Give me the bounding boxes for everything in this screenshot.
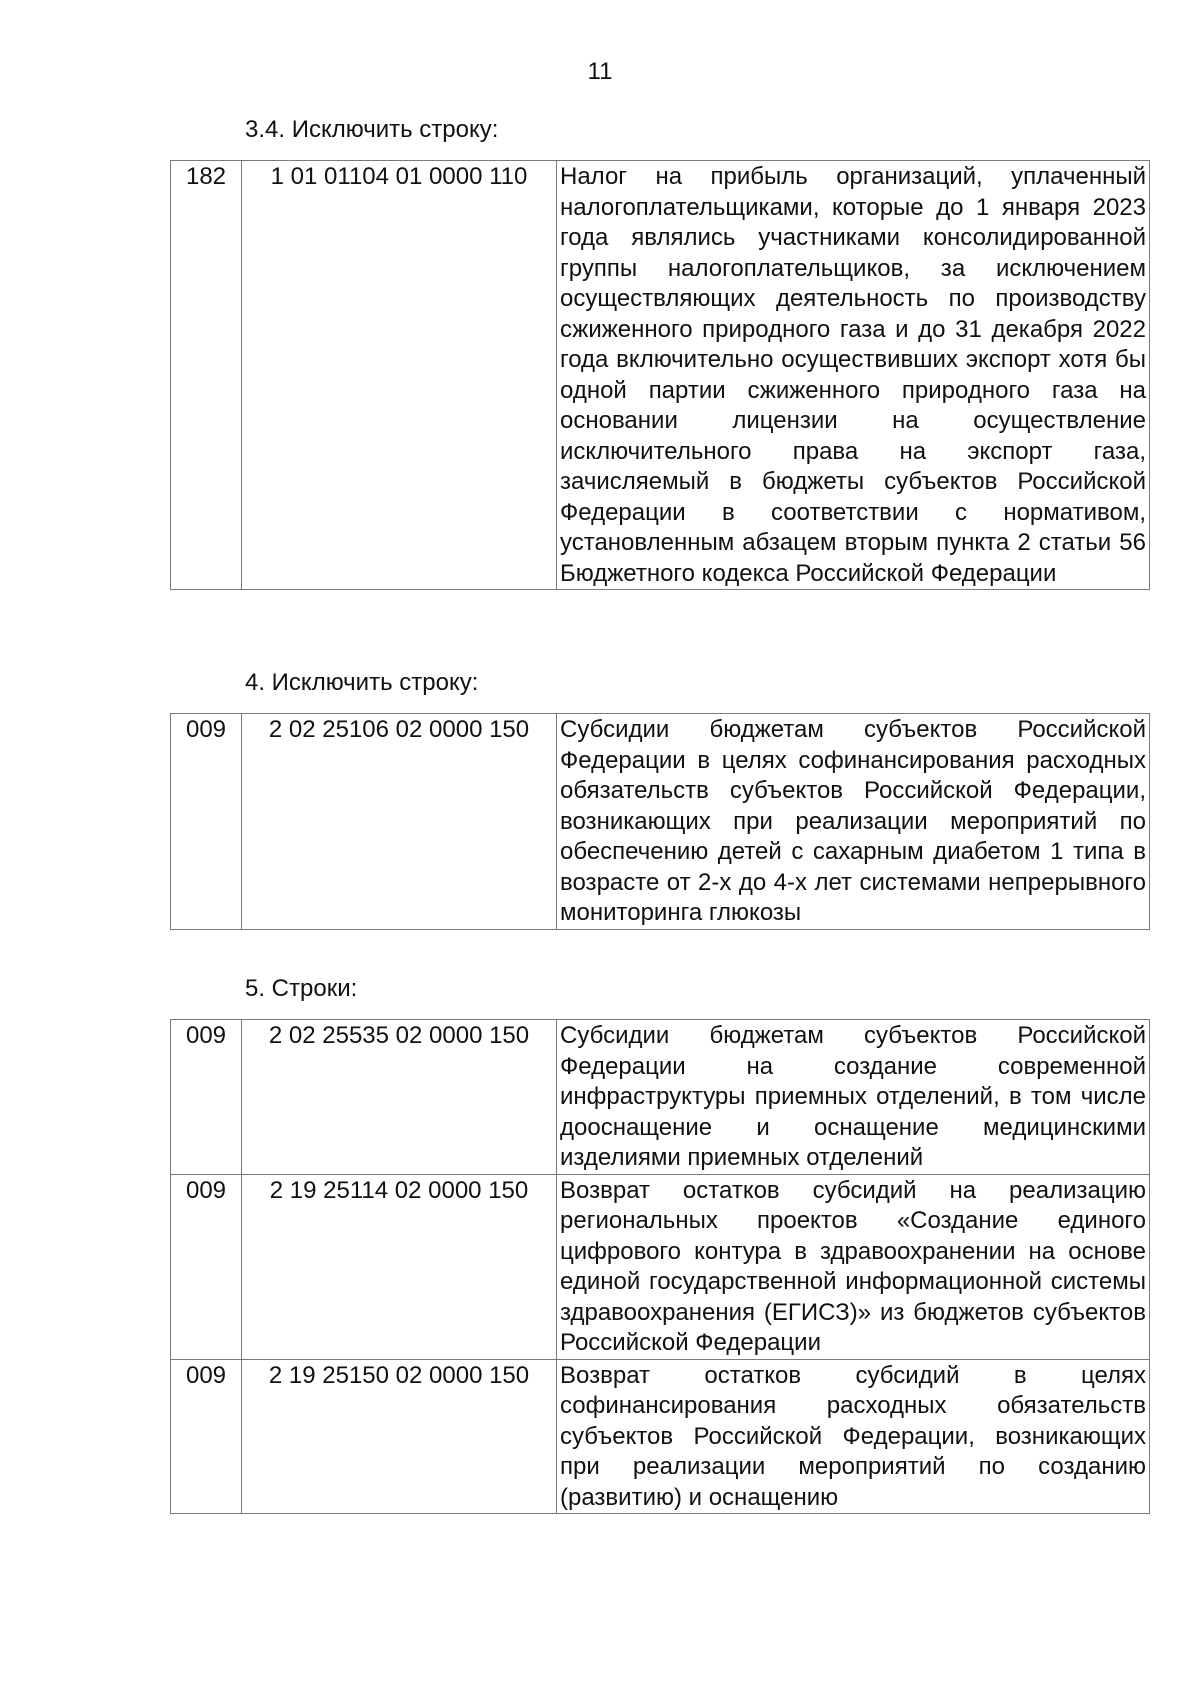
budget-code-cell: 1 01 01104 01 0000 110 [242,161,557,590]
income-name-cell: Возврат остатков субсидий в целях софинансирования расходных обязательств субъектов Российской Федерации, возникающих при реализации мероприятий по созданию (развитию) и оснащению [557,1359,1150,1514]
section-heading-5: 5. Строки: [245,975,358,1002]
admin-code-cell: 009 [171,714,242,930]
income-name-cell: Субсидии бюджетам субъектов Российской Федерации на создание современной инфраструктуры приемных отделений, в том числе дооснащение и оснащение медицинскими изделиями приемных отделений [557,1020,1150,1175]
table-row [171,161,1150,590]
section-heading-4: 4. Исключить строку: [245,669,479,696]
income-name-cell: Возврат остатков субсидий на реализацию региональных проектов «Создание единого цифрового контура в здравоохранении на основе единой государственной информационной системы здравоохранения (ЕГИСЗ)» из бюджетов субъектов Российской Федерации [557,1174,1150,1359]
table-row [171,1359,1150,1514]
income-name-cell: Налог на прибыль организаций, уплаченный налогоплательщиками, которые до 1 января 2023 года являлись участниками консолидированной группы налогоплательщиков, за исключением осуществляющих деятельность по производству сжиженного природного газа и до 31 декабря 2022 года включительно осуществивших экспорт хотя бы одной партии сжиженного природного газа на основании лицензии на осуществление исключительного права на экспорт газа, зачисляемый в бюджеты субъектов Российской Федерации в соответствии с нормативом, установленным абзацем вторым пункта 2 статьи 56 Бюджетного кодекса Российской Федерации [557,161,1150,590]
page-number: 11 [587,58,613,85]
budget-code-cell: 2 02 25106 02 0000 150 [242,714,557,930]
table-exclude-row-4 [170,713,1150,930]
section-heading-3-4: 3.4. Исключить строку: [245,116,499,143]
table-exclude-row-3-4 [170,160,1150,590]
admin-code-cell: 009 [171,1359,242,1514]
table-row [171,714,1150,930]
budget-code-cell: 2 02 25535 02 0000 150 [242,1020,557,1175]
admin-code-cell: 009 [171,1174,242,1359]
budget-code-cell: 2 19 25150 02 0000 150 [242,1359,557,1514]
budget-code-cell: 2 19 25114 02 0000 150 [242,1174,557,1359]
table-rows-5 [170,1019,1150,1514]
admin-code-cell: 182 [171,161,242,590]
income-name-cell: Субсидии бюджетам субъектов Российской Федерации в целях софинансирования расходных обязательств субъектов Российской Федерации, возникающих при реализации мероприятий по обеспечению детей с сахарным диабетом 1 типа в возрасте от 2-х до 4-х лет системами непрерывного мониторинга глюкозы [557,714,1150,930]
admin-code-cell: 009 [171,1020,242,1175]
table-row [171,1174,1150,1359]
table-row [171,1020,1150,1175]
